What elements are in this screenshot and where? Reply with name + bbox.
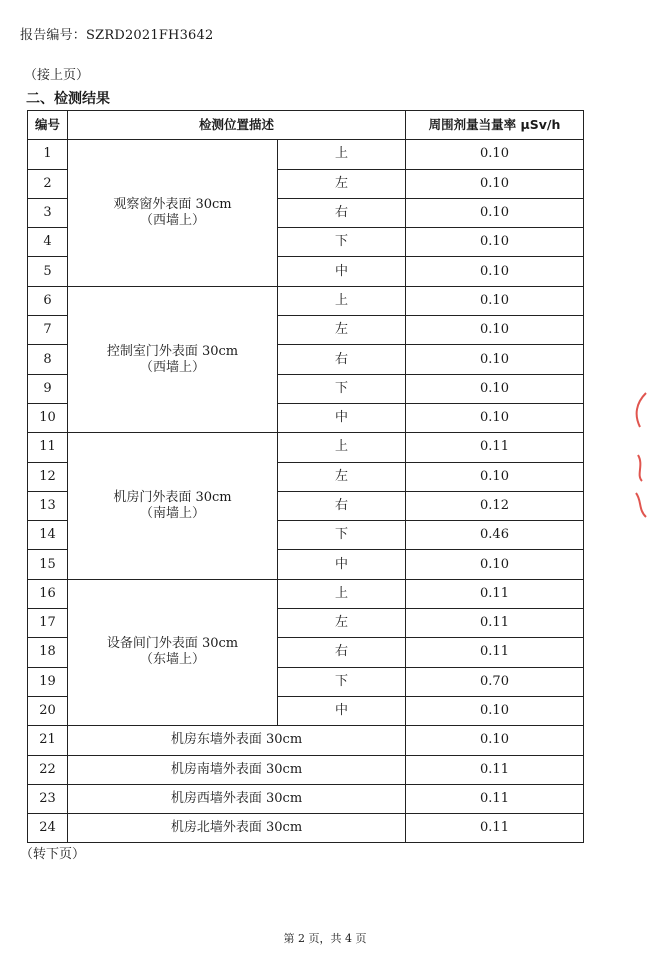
- row-number: 16: [28, 579, 68, 608]
- measurement-position: 上: [278, 140, 406, 169]
- measurement-position: 中: [278, 257, 406, 286]
- row-number: 6: [28, 286, 68, 315]
- results-table: [27, 110, 584, 843]
- dose-rate-value: 0.10: [406, 286, 584, 315]
- measurement-position: 左: [278, 316, 406, 345]
- stamp-arc-bottom: [636, 493, 646, 517]
- dose-rate-value: 0.10: [406, 374, 584, 403]
- stamp-arc-middle: [638, 455, 642, 481]
- location-text: 观察窗外表面 30cm: [113, 197, 232, 213]
- dose-rate-value: 0.10: [406, 345, 584, 374]
- measurement-position: 右: [278, 638, 406, 667]
- dose-rate-value: 0.10: [406, 696, 584, 725]
- measurement-position: 右: [278, 198, 406, 227]
- location-text: 机房门外表面 30cm: [113, 490, 232, 505]
- row-number: 2: [28, 169, 68, 198]
- dose-rate-value: 0.10: [406, 198, 584, 227]
- table-row: [28, 755, 584, 784]
- row-number: 7: [28, 316, 68, 345]
- row-number: 17: [28, 609, 68, 638]
- row-number: 9: [28, 374, 68, 403]
- results-body: [28, 140, 584, 843]
- wall-text: （东墙上）: [139, 652, 205, 668]
- location-description: [68, 433, 278, 579]
- row-number: 14: [28, 521, 68, 550]
- stamp-arc-top: [637, 393, 646, 427]
- dose-rate-value: 0.11: [406, 609, 584, 638]
- wall-text: （西墙上）: [139, 213, 205, 229]
- dose-rate-value: 0.10: [406, 403, 584, 432]
- row-number: 12: [28, 462, 68, 491]
- table-row: [28, 814, 584, 843]
- location-description: 机房南墙外表面 30cm: [68, 755, 406, 784]
- dose-rate-value: 0.10: [406, 550, 584, 579]
- header-number: 编号: [28, 111, 68, 140]
- measurement-position: 上: [278, 433, 406, 462]
- row-number: 20: [28, 696, 68, 725]
- row-number: 13: [28, 491, 68, 520]
- table-row: [28, 140, 584, 169]
- continued-to-note: （转下页）: [20, 847, 86, 862]
- measurement-position: 中: [278, 696, 406, 725]
- dose-rate-value: 0.10: [406, 462, 584, 491]
- row-number: 10: [28, 403, 68, 432]
- measurement-position: 左: [278, 609, 406, 638]
- location-description: 机房北墙外表面 30cm: [68, 814, 406, 843]
- header-location: 检测位置描述: [68, 111, 406, 140]
- row-number: 8: [28, 345, 68, 374]
- dose-rate-value: 0.46: [406, 521, 584, 550]
- dose-rate-value: 0.12: [406, 491, 584, 520]
- row-number: 23: [28, 784, 68, 813]
- report-number: 报告编号：SZRD2021FH3642: [20, 28, 214, 43]
- location-description: 机房西墙外表面 30cm: [68, 784, 406, 813]
- dose-rate-value: 0.11: [406, 638, 584, 667]
- page-footer: 第 2 页，共 4 页: [283, 932, 367, 945]
- row-number: 18: [28, 638, 68, 667]
- row-number: 21: [28, 726, 68, 755]
- dose-rate-value: 0.11: [406, 784, 584, 813]
- wall-text: （西墙上）: [139, 359, 205, 375]
- measurement-position: 下: [278, 667, 406, 696]
- measurement-position: 上: [278, 579, 406, 608]
- row-number: 19: [28, 667, 68, 696]
- dose-rate-value: 0.10: [406, 140, 584, 169]
- location-text: 控制室门外表面 30cm: [106, 343, 239, 359]
- continued-from-note: （接上页）: [24, 68, 90, 83]
- measurement-position: 上: [278, 286, 406, 315]
- row-number: 15: [28, 550, 68, 579]
- table-row: [28, 286, 584, 315]
- dose-rate-value: 0.70: [406, 667, 584, 696]
- table-row: [28, 579, 584, 608]
- location-text: 设备间门外表面 30cm: [106, 636, 239, 652]
- measurement-position: 下: [278, 228, 406, 257]
- table-row: [28, 433, 584, 462]
- measurement-position: 左: [278, 462, 406, 491]
- row-number: 24: [28, 814, 68, 843]
- location-description: 机房东墙外表面 30cm: [68, 726, 406, 755]
- dose-rate-value: 0.10: [406, 169, 584, 198]
- row-number: 3: [28, 198, 68, 227]
- location-description: [68, 579, 278, 725]
- table-row: [28, 726, 584, 755]
- location-description: [68, 286, 278, 432]
- table-header-row: [28, 111, 584, 140]
- dose-rate-value: 0.10: [406, 726, 584, 755]
- dose-rate-value: 0.10: [406, 257, 584, 286]
- wall-text: （南墙上）: [139, 506, 205, 521]
- row-number: 4: [28, 228, 68, 257]
- dose-rate-value: 0.11: [406, 755, 584, 784]
- measurement-position: 右: [278, 345, 406, 374]
- measurement-position: 中: [278, 403, 406, 432]
- dose-rate-value: 0.10: [406, 316, 584, 345]
- header-dose-rate: 周围剂量当量率 μSv/h: [406, 111, 584, 140]
- row-number: 5: [28, 257, 68, 286]
- measurement-position: 下: [278, 374, 406, 403]
- measurement-position: 中: [278, 550, 406, 579]
- dose-rate-value: 0.11: [406, 814, 584, 843]
- measurement-position: 左: [278, 169, 406, 198]
- section-title: 二、检测结果: [26, 91, 110, 107]
- dose-rate-value: 0.10: [406, 228, 584, 257]
- row-number: 11: [28, 433, 68, 462]
- row-number: 22: [28, 755, 68, 784]
- row-number: 1: [28, 140, 68, 169]
- table-row: [28, 784, 584, 813]
- dose-rate-value: 0.11: [406, 433, 584, 462]
- measurement-position: 下: [278, 521, 406, 550]
- measurement-position: 右: [278, 491, 406, 520]
- location-description: [68, 140, 278, 286]
- red-stamp-fragment: [628, 385, 650, 525]
- dose-rate-value: 0.11: [406, 579, 584, 608]
